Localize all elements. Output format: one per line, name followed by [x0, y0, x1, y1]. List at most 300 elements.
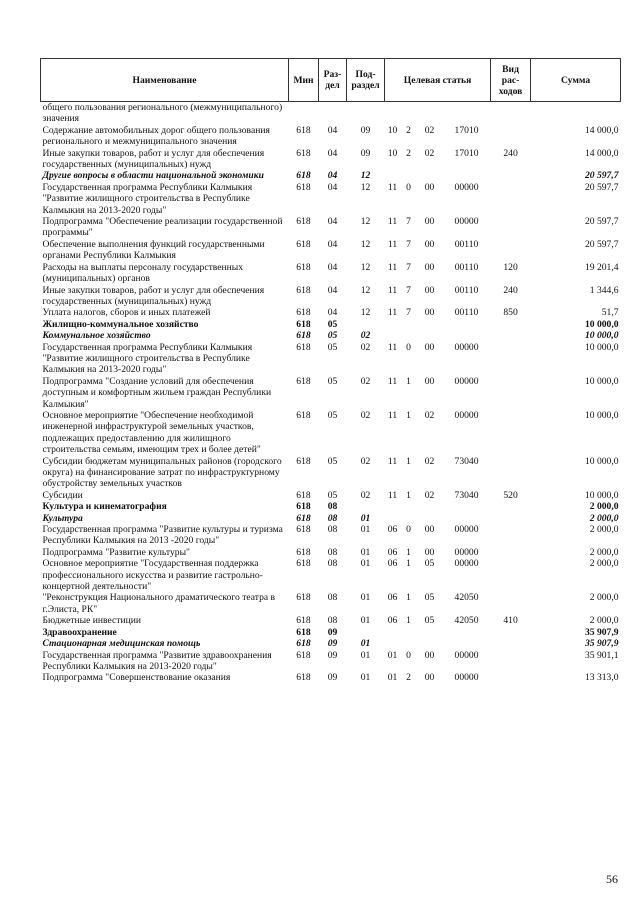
- row-min: 618: [296, 638, 311, 650]
- row-name: Основное мероприятие "Обеспечение необходимой инженерной инфраструктурой земельных участков, подлежащих предоставлению для жилищного строительства семьям, имеющим трех и более детей": [42, 409, 261, 456]
- row-podrazdel: 01: [360, 649, 371, 661]
- row-podrazdel: 01: [360, 638, 371, 650]
- row-razdel: 04: [327, 181, 338, 193]
- row-name: Стационарная медицинская помощь: [42, 638, 201, 650]
- table-row: [41, 615, 621, 626]
- row-target-4: [443, 319, 491, 330]
- document-page: [40, 58, 620, 684]
- row-target-2: 1: [406, 489, 411, 501]
- row-target-4: 00000: [454, 341, 479, 353]
- row-target-2: 7: [406, 284, 411, 296]
- row-target-3: 00: [424, 341, 435, 353]
- row-target-1: 11: [387, 284, 398, 296]
- row-razdel: 08: [327, 592, 338, 604]
- row-name: Жилищно-коммунальное хозяйство: [42, 318, 199, 330]
- row-vid: [491, 547, 531, 558]
- row-vid: [491, 558, 531, 592]
- row-target-4: 17010: [454, 124, 479, 136]
- row-target-4: [443, 170, 491, 181]
- row-target-4: [443, 638, 491, 649]
- row-target-4: 00000: [454, 524, 479, 536]
- row-podrazdel: [347, 627, 385, 638]
- row-target-3: 00: [424, 524, 435, 536]
- row-min: 618: [296, 124, 311, 136]
- row-razdel: 08: [327, 558, 338, 570]
- row-target-2: 1: [406, 558, 411, 570]
- row-name: Другие вопросы в области национальной экономики: [42, 170, 264, 182]
- row-vid: 850: [503, 307, 518, 319]
- row-razdel: 05: [327, 341, 338, 353]
- row-target-1: 06: [387, 546, 398, 558]
- row-podrazdel: 12: [360, 216, 371, 228]
- row-razdel: 05: [327, 330, 338, 342]
- row-name: Подпрограмма "Создание условий для обеспечения доступным и комфортным жильем граждан Республики Калмыкия": [42, 375, 272, 410]
- row-vid: 410: [503, 615, 518, 627]
- row-name: Государственная программа "Развитие здравоохранения Республики Калмыкия на 2013-2020 годы": [42, 649, 272, 672]
- row-target-1: 11: [387, 489, 398, 501]
- row-podrazdel: 02: [360, 489, 371, 501]
- row-podrazdel: 01: [360, 592, 371, 604]
- row-target-4: [443, 330, 491, 341]
- row-target-2: 1: [406, 592, 411, 604]
- row-target-1: 10: [387, 124, 398, 136]
- row-razdel: 09: [327, 649, 338, 661]
- row-name: "Реконструкция Национального драматического театра в г.Элиста, РК": [42, 592, 276, 615]
- table-header: [41, 59, 621, 102]
- row-vid: [491, 513, 531, 524]
- row-sum: 2 000,0: [589, 558, 619, 570]
- row-target-3: 05: [424, 592, 435, 604]
- row-min: 618: [296, 238, 311, 250]
- row-vid: [491, 456, 531, 490]
- row-target-4: 00000: [454, 672, 479, 684]
- row-target-2: 7: [406, 261, 411, 273]
- row-target-1: 11: [387, 238, 398, 250]
- table-row: [41, 638, 621, 649]
- row-target-2: 0: [406, 649, 411, 661]
- row-target-2: 2: [406, 672, 411, 684]
- row-min: 618: [296, 626, 311, 638]
- row-target-3: 00: [424, 375, 435, 387]
- header-sum: Сумма: [531, 59, 621, 102]
- row-target-4: [443, 102, 491, 125]
- row-target-4: [443, 513, 491, 524]
- row-target-3: 00: [424, 649, 435, 661]
- row-target-1: 11: [387, 307, 398, 319]
- row-name: Культура и кинематография: [42, 501, 167, 513]
- row-razdel: 04: [327, 238, 338, 250]
- row-razdel: 08: [327, 524, 338, 536]
- row-podrazdel: 12: [360, 238, 371, 250]
- row-min: 618: [296, 615, 311, 627]
- row-razdel: 05: [327, 489, 338, 501]
- row-vid: [491, 342, 531, 376]
- row-podrazdel: 02: [360, 330, 371, 342]
- row-vid: [491, 410, 531, 456]
- row-target-4: 73040: [454, 489, 479, 501]
- row-razdel: 04: [327, 170, 338, 182]
- row-razdel: 04: [327, 216, 338, 228]
- row-target-3: [417, 513, 443, 524]
- table-row: [41, 650, 621, 673]
- row-min: 618: [296, 330, 311, 342]
- row-name: Содержание автомобильных дорог общего пользования регионального и межмуниципального значения: [42, 124, 270, 148]
- row-podrazdel: 01: [360, 558, 371, 570]
- row-min: 618: [296, 181, 311, 193]
- row-sum: 2 000,0: [589, 592, 619, 604]
- row-sum: 10 000,0: [584, 489, 619, 501]
- row-name: Подпрограмма "Развитие культуры": [42, 546, 190, 558]
- row-target-1: 11: [387, 261, 398, 273]
- row-min: 618: [296, 307, 311, 319]
- row-sum: 13 313,0: [584, 672, 619, 684]
- table-row: [41, 216, 621, 239]
- table-row: [41, 182, 621, 216]
- row-podrazdel: 09: [360, 147, 371, 159]
- row-target-1: [385, 627, 401, 638]
- row-vid: [491, 650, 531, 673]
- table-row: [41, 672, 621, 683]
- row-target-4: 00110: [454, 261, 479, 273]
- row-min: 618: [296, 524, 311, 536]
- row-target-2: [401, 319, 417, 330]
- row-target-3: 02: [424, 489, 435, 501]
- row-target-1: 06: [387, 592, 398, 604]
- row-target-2: 1: [406, 409, 411, 421]
- row-sum: 2 000,0: [589, 546, 619, 558]
- row-podrazdel: 02: [360, 341, 371, 353]
- row-target-3: [417, 501, 443, 512]
- row-name: Субсидии бюджетам муниципальных районов (городского округа) на финансирование затрат по инфраструктурному обустройству земельных участков: [42, 455, 282, 490]
- row-name: общего пользования регионального (межмуниципального) значения: [42, 102, 283, 125]
- table-row: [41, 330, 621, 341]
- row-target-4: [443, 501, 491, 512]
- row-target-4: 00000: [454, 375, 479, 387]
- row-sum: 14 000,0: [584, 147, 619, 159]
- row-target-1: [385, 102, 401, 125]
- row-target-2: 1: [406, 615, 411, 627]
- row-min: 618: [296, 170, 311, 182]
- row-target-2: [401, 330, 417, 341]
- row-podrazdel: [347, 102, 385, 125]
- row-sum: 20 597,7: [584, 181, 619, 193]
- row-target-2: 0: [406, 341, 411, 353]
- row-sum: 14 000,0: [584, 124, 619, 136]
- table-row: [41, 547, 621, 558]
- row-target-4: 42050: [454, 592, 479, 604]
- row-target-4: 00000: [454, 649, 479, 661]
- table-row: [41, 501, 621, 512]
- header-razdel: Раз-дел: [319, 59, 347, 102]
- row-target-4: 00000: [454, 216, 479, 228]
- row-sum: 10 000,0: [584, 318, 619, 330]
- row-sum: 10 000,0: [584, 330, 619, 342]
- table-row: [41, 558, 621, 592]
- row-target-4: 00000: [454, 558, 479, 570]
- row-podrazdel: 01: [360, 512, 371, 524]
- row-podrazdel: [347, 501, 385, 512]
- row-sum: 10 000,0: [584, 409, 619, 421]
- table-row: [41, 319, 621, 330]
- table-body: [41, 102, 621, 684]
- row-razdel: 05: [327, 455, 338, 467]
- row-target-3: 00: [424, 307, 435, 319]
- row-podrazdel: 01: [360, 672, 371, 684]
- row-target-3: 00: [424, 672, 435, 684]
- row-target-3: [417, 638, 443, 649]
- row-min: 618: [296, 341, 311, 353]
- row-target-1: [385, 330, 401, 341]
- row-target-1: 01: [387, 672, 398, 684]
- row-target-2: 2: [406, 147, 411, 159]
- row-min: 618: [296, 649, 311, 661]
- row-min: 618: [296, 672, 311, 684]
- row-min: 618: [296, 512, 311, 524]
- row-min: 618: [296, 318, 311, 330]
- row-target-2: [401, 102, 417, 125]
- row-min: 618: [296, 409, 311, 421]
- row-target-1: 11: [387, 375, 398, 387]
- row-sum: 20 597,7: [584, 170, 619, 182]
- row-target-1: 06: [387, 524, 398, 536]
- row-min: 618: [296, 216, 311, 228]
- table-row: [41, 125, 621, 148]
- row-sum: 35 907,9: [584, 638, 619, 650]
- row-sum: 2 000,0: [589, 524, 619, 536]
- row-sum: 2 000,0: [589, 512, 619, 524]
- row-target-3: 02: [424, 147, 435, 159]
- row-target-3: 05: [424, 558, 435, 570]
- row-razdel: 04: [327, 307, 338, 319]
- row-razdel: [319, 102, 347, 125]
- row-min: 618: [296, 455, 311, 467]
- row-min: 618: [296, 375, 311, 387]
- row-target-1: [385, 501, 401, 512]
- row-name: Расходы на выплаты персоналу государственных (муниципальных) органов: [42, 261, 244, 285]
- row-sum: 19 201,4: [584, 261, 619, 273]
- row-target-3: 02: [424, 455, 435, 467]
- row-min: 618: [296, 501, 311, 513]
- row-target-2: [401, 501, 417, 512]
- row-sum: 20 597,7: [584, 216, 619, 228]
- row-razdel: 04: [327, 124, 338, 136]
- row-target-4: 73040: [454, 455, 479, 467]
- row-vid: [491, 102, 531, 125]
- row-podrazdel: 12: [360, 181, 371, 193]
- row-target-2: 1: [406, 375, 411, 387]
- table-row: [41, 513, 621, 524]
- row-target-3: 00: [424, 284, 435, 296]
- row-podrazdel: 02: [360, 455, 371, 467]
- row-target-3: 00: [424, 181, 435, 193]
- row-min: 618: [296, 147, 311, 159]
- row-min: 618: [296, 592, 311, 604]
- row-name: Коммунальное хозяйство: [42, 330, 151, 342]
- page-number: 56: [606, 872, 618, 886]
- row-name: Государственная программа Республики Калмыкия "Развитие жилищного строительства в Республике Калмыкия на 2013-2020 годы": [42, 181, 253, 216]
- row-target-2: 1: [406, 546, 411, 558]
- row-name: Культура: [42, 512, 83, 524]
- table-row: [41, 490, 621, 501]
- row-target-3: 02: [424, 409, 435, 421]
- row-target-2: 2: [406, 124, 411, 136]
- row-min: 618: [296, 489, 311, 501]
- row-razdel: 04: [327, 284, 338, 296]
- row-sum: 1 344,6: [589, 284, 619, 296]
- row-podrazdel: 01: [360, 546, 371, 558]
- row-target-2: [401, 627, 417, 638]
- row-target-2: 7: [406, 238, 411, 250]
- row-name: Иные закупки товаров, работ и услуг для обеспечения государственных (муниципальных) нужд: [42, 284, 265, 307]
- header-target: Целевая статья: [385, 59, 491, 102]
- row-target-3: 02: [424, 124, 435, 136]
- row-sum: 10 000,0: [584, 455, 619, 467]
- row-target-3: 05: [424, 615, 435, 627]
- row-target-1: 10: [387, 147, 398, 159]
- table-row: [41, 170, 621, 181]
- row-razdel: 09: [327, 626, 338, 638]
- row-target-4: [443, 627, 491, 638]
- table-row: [41, 410, 621, 456]
- row-target-1: 06: [387, 558, 398, 570]
- table-row: [41, 307, 621, 318]
- row-target-1: 11: [387, 409, 398, 421]
- row-target-2: 0: [406, 181, 411, 193]
- row-target-2: 1: [406, 455, 411, 467]
- row-podrazdel: [347, 319, 385, 330]
- table-row: [41, 456, 621, 490]
- row-vid: [491, 672, 531, 683]
- row-razdel: 08: [327, 546, 338, 558]
- header-min: Мин: [289, 59, 319, 102]
- header-vid: Вид рас-ходов: [491, 59, 531, 102]
- row-vid: [491, 638, 531, 649]
- row-min: 618: [296, 558, 311, 570]
- row-target-1: 01: [387, 649, 398, 661]
- row-target-4: 42050: [454, 615, 479, 627]
- row-min: [289, 102, 319, 125]
- row-min: 618: [296, 284, 311, 296]
- row-razdel: 05: [327, 409, 338, 421]
- row-razdel: 08: [327, 501, 338, 513]
- row-vid: [491, 125, 531, 148]
- row-sum: 2 000,0: [589, 501, 619, 513]
- row-podrazdel: 02: [360, 409, 371, 421]
- row-vid: [491, 592, 531, 615]
- row-name: Подпрограмма "Совершенствование оказания: [42, 672, 231, 684]
- budget-table: [40, 58, 621, 684]
- row-sum: 35 907,9: [584, 626, 619, 638]
- row-name: Обеспечение выполнения функций государственными органами Республики Калмыкия: [42, 238, 265, 262]
- row-target-1: 11: [387, 455, 398, 467]
- table-row: [41, 102, 621, 125]
- row-sum: 35 901,1: [584, 649, 619, 661]
- row-razdel: 08: [327, 615, 338, 627]
- row-target-3: [417, 330, 443, 341]
- row-target-4: 00110: [454, 307, 479, 319]
- row-vid: [491, 330, 531, 341]
- row-target-2: [401, 513, 417, 524]
- table-row: [41, 627, 621, 638]
- row-razdel: 08: [327, 512, 338, 524]
- row-podrazdel: 12: [360, 307, 371, 319]
- row-vid: 240: [503, 284, 518, 296]
- row-name: Бюджетные инвестиции: [42, 615, 141, 627]
- row-razdel: 09: [327, 672, 338, 684]
- row-target-1: [385, 319, 401, 330]
- row-target-4: 00000: [454, 409, 479, 421]
- row-target-4: 00000: [454, 546, 479, 558]
- row-podrazdel: 09: [360, 124, 371, 136]
- row-podrazdel: 12: [360, 284, 371, 296]
- row-target-2: [401, 638, 417, 649]
- row-name: Основное мероприятие "Государственная поддержка профессионального искусства и развитие гастрольно-концертной деятельности": [42, 558, 263, 593]
- row-target-1: [385, 170, 401, 181]
- row-target-2: 7: [406, 307, 411, 319]
- row-sum: 2 000,0: [589, 615, 619, 627]
- table-row: [41, 524, 621, 547]
- row-razdel: 04: [327, 147, 338, 159]
- row-target-4: 00000: [454, 181, 479, 193]
- row-target-1: [385, 638, 401, 649]
- table-row: [41, 342, 621, 376]
- row-name: Подпрограмма "Обеспечение реализации государственной программы": [42, 216, 283, 239]
- table-row: [41, 262, 621, 285]
- row-razdel: 09: [327, 638, 338, 650]
- row-vid: [491, 239, 531, 262]
- row-sum: [531, 102, 621, 125]
- row-target-3: [417, 102, 443, 125]
- row-podrazdel: 02: [360, 375, 371, 387]
- row-target-1: 11: [387, 341, 398, 353]
- row-podrazdel: 01: [360, 615, 371, 627]
- row-target-4: 17010: [454, 147, 479, 159]
- table-row: [41, 148, 621, 171]
- row-vid: [491, 170, 531, 181]
- row-target-4: 00110: [454, 284, 479, 296]
- row-podrazdel: 01: [360, 524, 371, 536]
- row-vid: [491, 501, 531, 512]
- row-target-3: [417, 627, 443, 638]
- header-podrazdel: Под-раздел: [347, 59, 385, 102]
- row-sum: 10 000,0: [584, 341, 619, 353]
- row-name: Субсидии: [42, 489, 83, 501]
- row-target-1: 11: [387, 181, 398, 193]
- row-vid: 120: [503, 261, 518, 273]
- row-razdel: 05: [327, 375, 338, 387]
- row-target-1: 06: [387, 615, 398, 627]
- row-min: 618: [296, 261, 311, 273]
- table-row: [41, 239, 621, 262]
- row-target-3: 00: [424, 261, 435, 273]
- row-name: Здравоохранение: [42, 626, 117, 638]
- row-min: 618: [296, 546, 311, 558]
- row-vid: [491, 182, 531, 216]
- row-vid: [491, 627, 531, 638]
- row-podrazdel: 12: [360, 261, 371, 273]
- row-sum: 51,7: [601, 307, 619, 319]
- row-vid: [491, 376, 531, 410]
- row-name: Иные закупки товаров, работ и услуг для обеспечения государственных (муниципальных) нужд: [42, 147, 265, 171]
- row-target-2: 7: [406, 216, 411, 228]
- row-sum: 10 000,0: [584, 375, 619, 387]
- row-vid: [491, 319, 531, 330]
- row-razdel: 05: [327, 318, 338, 330]
- row-vid: [491, 216, 531, 239]
- row-target-3: 00: [424, 238, 435, 250]
- row-name: Государственная программа Республики Калмыкия "Развитие жилищного строительства в Республике Калмыкия на 2013-2020 годы": [42, 341, 253, 376]
- row-sum: 20 597,7: [584, 238, 619, 250]
